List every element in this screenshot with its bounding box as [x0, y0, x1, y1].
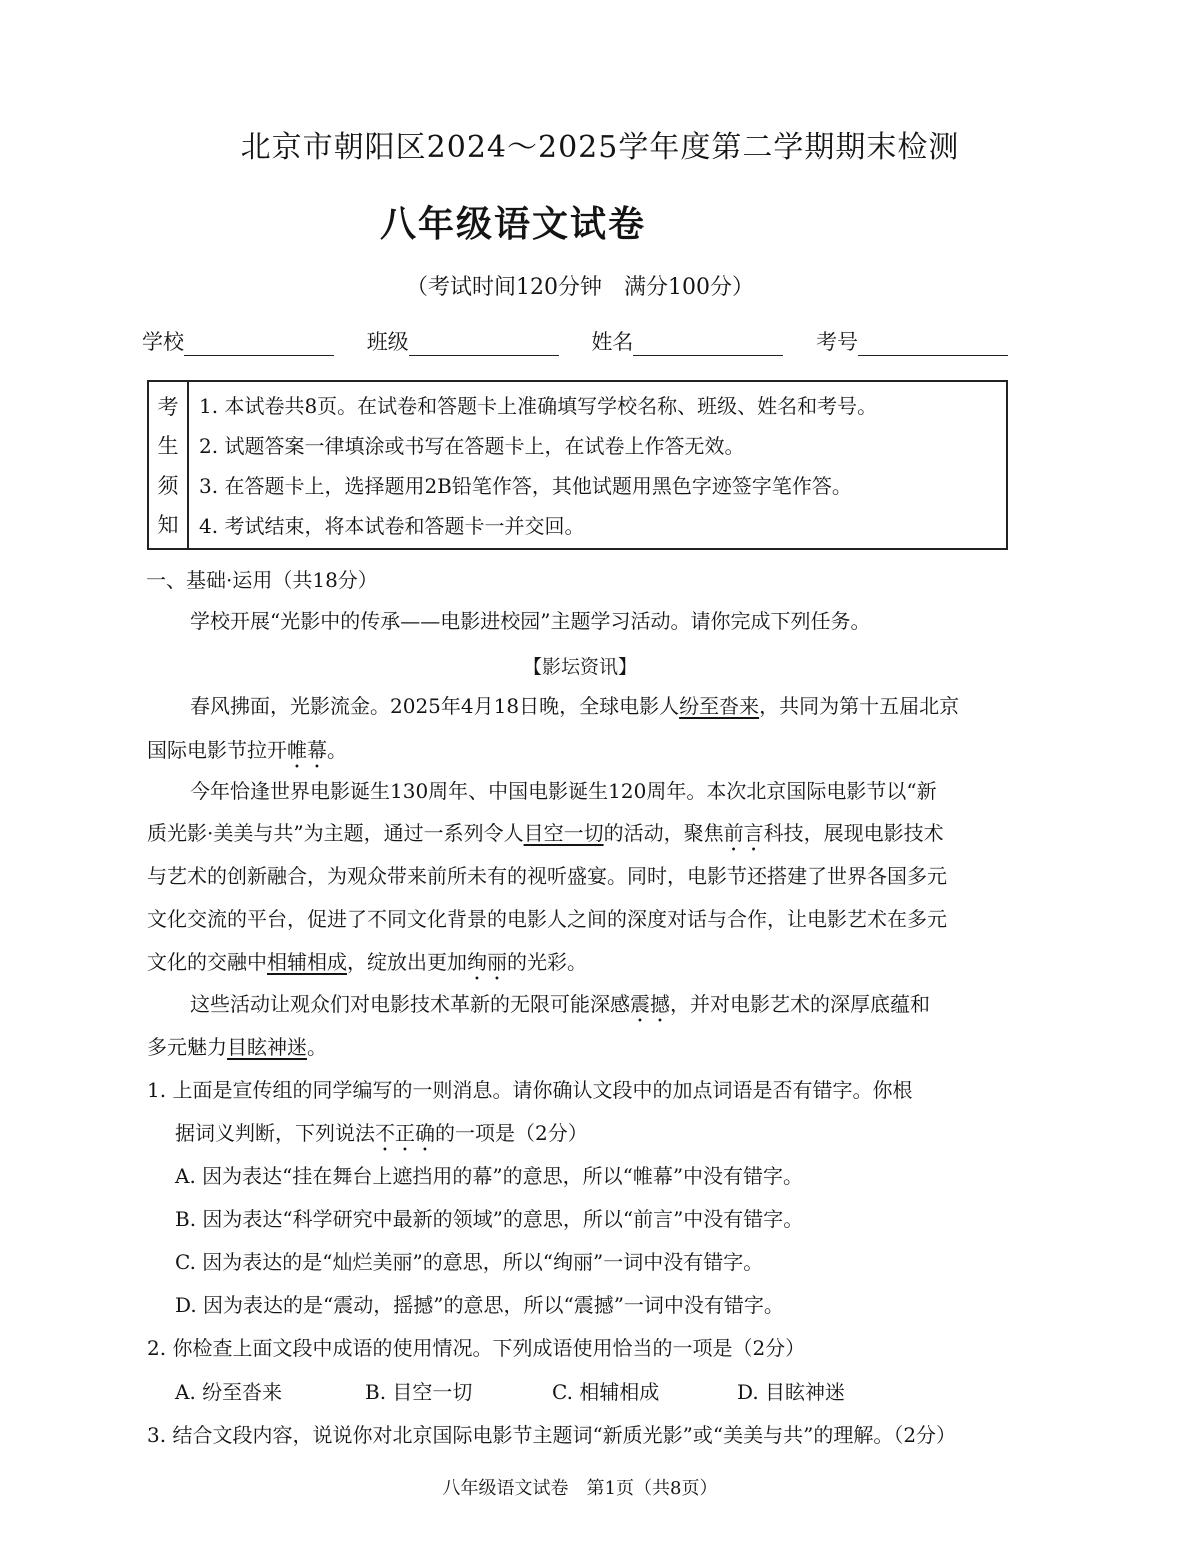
- q1-option-b: B. 因为表达“科学研究中最新的领域”的意思，所以“前言”中没有错字。: [175, 1207, 804, 1231]
- notice-item: 3. 在答题卡上，选择题用2B铅笔作答，其他试题用黑色字迹签字笔作答。: [199, 473, 852, 498]
- q1-option-d: D. 因为表达的是“震动，摇撼”的意思，所以“震撼”一词中没有错字。: [175, 1293, 784, 1317]
- field-label-exam-number: 考号: [816, 330, 859, 354]
- question-3-stem: 3. 结合文段内容，说说你对北京国际电影节主题词“新质光影”或“美美与共”的理解。（2分）: [147, 1423, 957, 1447]
- news-p1-line1: 春风拂面，光影流金。2025年4月18日晚，全球电影人纷至沓来，共同为第十五届北京: [190, 694, 960, 718]
- q2-option-d: D. 目眩神迷: [737, 1380, 846, 1404]
- news-p3-line2: 多元魅力目眩神迷。: [147, 1035, 327, 1059]
- field-label-school: 学校: [142, 330, 184, 354]
- section-intro: 学校开展“光影中的传承——电影进校园”主题学习活动。请你完成下列任务。: [190, 609, 871, 633]
- idiom-fenzhitalai: 纷至沓来: [679, 694, 760, 718]
- idiom-xiangfuxiangcheng: 相辅相成: [267, 950, 347, 974]
- idiom-mukongyiqie: 目空一切: [523, 821, 604, 845]
- news-p3-line1: 这些活动让观众们对电影技术革新的无限可能深感震撼，并对电影艺术的深厚底蕴和: [190, 992, 930, 1016]
- question-2-stem: 2. 你检查上面文段中成语的使用情况。下列成语使用恰当的一项是（2分）: [147, 1336, 806, 1360]
- notice-item: 4. 考试结束，将本试卷和答题卡一并交回。: [199, 513, 585, 538]
- notice-label-char: 生: [157, 434, 179, 459]
- notice-label: [149, 382, 189, 548]
- q2-option-c: C. 相辅相成: [552, 1380, 660, 1404]
- dotted-word-buzhengque: 不正确: [375, 1121, 435, 1145]
- notice-label-char: 须: [157, 473, 179, 498]
- news-p1-line2: 国际电影节拉开帷幕。: [147, 738, 347, 762]
- dotted-word-weimu: 帷幕: [287, 738, 327, 762]
- news-p2-line3: 与艺术的创新融合，为观众带来前所未有的视听盛宴。同时，电影节还搭建了世界各国多元: [147, 864, 947, 888]
- dotted-word-zhenhan: 震撼: [630, 992, 670, 1016]
- question-1-line1: 1. 上面是宣传组的同学编写的一则消息。请你确认文段中的加点词语是否有错字。你根: [147, 1078, 913, 1102]
- exam-time-score: （考试时间120分钟 满分100分）: [406, 275, 754, 300]
- student-info-fields: [142, 326, 1008, 356]
- idiom-muxuanshenmi: 目眩神迷: [227, 1035, 307, 1059]
- question-1-line2: 据词义判断，下列说法不正确的一项是（2分）: [175, 1121, 588, 1145]
- section-heading: 一、基础·运用（共18分）: [146, 568, 378, 592]
- notice-items: [189, 382, 1006, 548]
- name-blank[interactable]: [633, 329, 783, 356]
- notice-label-char: 知: [157, 513, 179, 538]
- page-footer: 八年级语文试卷 第1页（共8页）: [442, 1478, 718, 1499]
- class-blank[interactable]: [409, 329, 559, 356]
- news-p2-line1: 今年恰逢世界电影诞生130周年、中国电影诞生120周年。本次北京国际电影节以“新: [190, 779, 937, 803]
- field-label-name: 姓名: [591, 330, 634, 354]
- q1-option-a: A. 因为表达“挂在舞台上遮挡用的幕”的意思，所以“帷幕”中没有错字。: [175, 1164, 804, 1188]
- q2-option-a: A. 纷至沓来: [175, 1380, 283, 1404]
- news-p2-line2: 质光影·美美与共”为主题，通过一系列令人目空一切的活动，聚焦前言科技，展现电影技术: [147, 821, 944, 845]
- news-p2-line4: 文化交流的平台，促进了不同文化背景的电影人之间的深度对话与合作，让电影艺术在多元: [147, 907, 947, 931]
- exam-number-blank[interactable]: [858, 329, 1008, 356]
- news-subheading: 【影坛资讯】: [522, 656, 637, 678]
- q2-option-b: B. 目空一切: [365, 1380, 473, 1404]
- dotted-word-xuanli: 绚丽: [467, 950, 507, 974]
- notice-item: 1. 本试卷共8页。在试卷和答题卡上准确填写学校名称、班级、姓名和考号。: [199, 393, 878, 418]
- field-label-class: 班级: [366, 330, 409, 354]
- school-blank[interactable]: [184, 329, 334, 356]
- exam-paper-title: 八年级语文试卷: [380, 203, 647, 245]
- exam-notice-box: [147, 380, 1008, 550]
- notice-label-char: 考: [157, 394, 179, 419]
- exam-header-title: 北京市朝阳区2024～2025学年度第二学期期末检测: [240, 130, 960, 165]
- notice-item: 2. 试题答案一律填涂或书写在答题卡上，在试卷上作答无效。: [199, 433, 745, 458]
- news-p2-line5: 文化的交融中相辅相成，绽放出更加绚丽的光彩。: [147, 950, 587, 974]
- dotted-word-qianyan: 前言: [723, 821, 764, 845]
- q1-option-c: C. 因为表达的是“灿烂美丽”的意思，所以“绚丽”一词中没有错字。: [175, 1250, 764, 1274]
